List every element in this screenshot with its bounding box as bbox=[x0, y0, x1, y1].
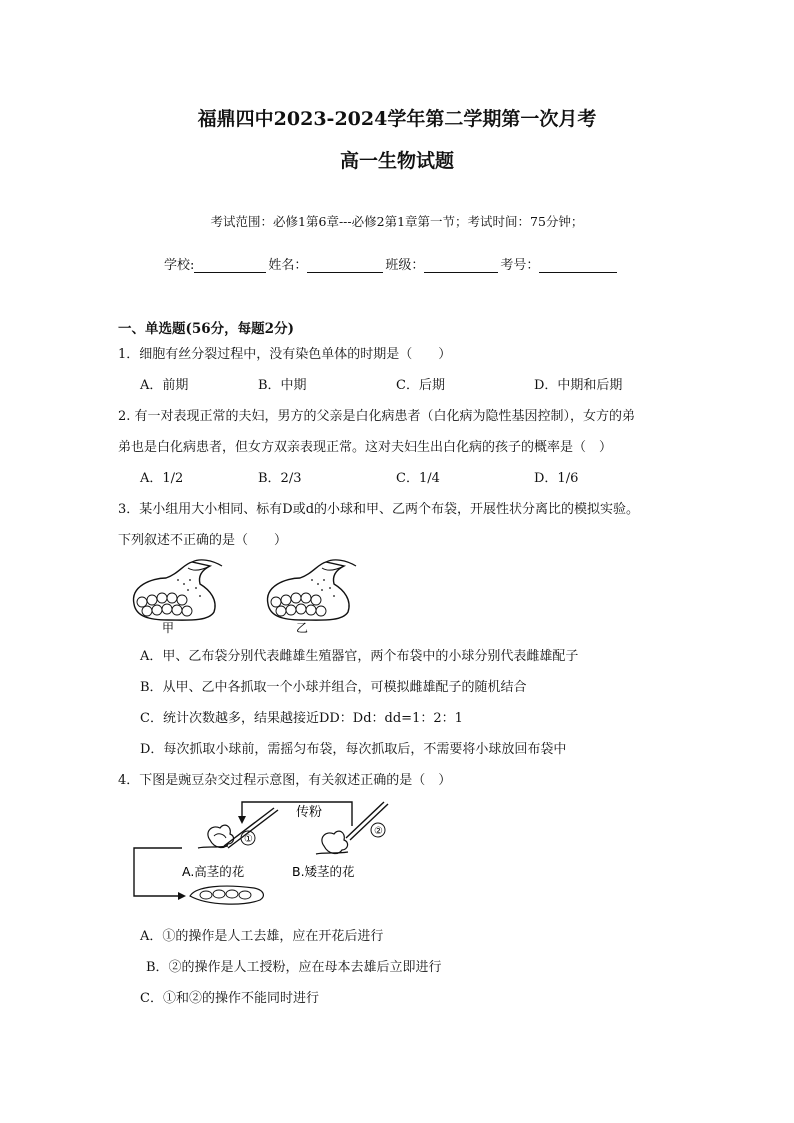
option-a: A．前期 bbox=[140, 378, 189, 393]
number-blank[interactable] bbox=[539, 258, 617, 273]
bag-yi-label: 乙 bbox=[296, 621, 309, 634]
option-d: D．1/6 bbox=[534, 471, 579, 486]
bag-jia-illustration bbox=[134, 560, 222, 634]
option-a: A．1/2 bbox=[140, 471, 184, 486]
section-heading: 一、单选题(56分，每题2分) bbox=[118, 321, 294, 337]
question-3-option-b: B．从甲、乙中各抓取一个小球并组合，可模拟雌雄配子的随机结合 bbox=[140, 680, 527, 695]
question-4-stem: 4．下图是豌豆杂交过程示意图，有关叙述正确的是（ ） bbox=[118, 773, 452, 788]
class-label: 班级： bbox=[385, 258, 425, 273]
exam-subtitle: 高一生物试题 bbox=[339, 150, 454, 172]
mark-1-label: ① bbox=[244, 834, 253, 845]
exam-title: 福鼎四中2023-2024学年第二学期第一次月考 bbox=[197, 108, 597, 130]
name-label: 姓名： bbox=[268, 258, 308, 273]
question-3-option-c: C．统计次数越多，结果越接近DD：Dd：dd=1：2：1 bbox=[140, 711, 463, 726]
school-blank[interactable] bbox=[194, 258, 266, 273]
exam-scope: 考试范围：必修1第6章---必修2第1章第一节；考试时间：75分钟； bbox=[210, 214, 584, 229]
option-c: C．1/4 bbox=[396, 471, 440, 486]
question-3-stem-line1: 3．某小组用大小相同、标有D或d的小球和甲、乙两个布袋，开展性状分离比的模拟实验。 bbox=[118, 502, 640, 517]
question-2-stem-line2: 弟也是白化病患者，但女方双亲表现正常。这对夫妇生出白化病的孩子的概率是（ ） bbox=[118, 440, 613, 455]
school-label: 学校: bbox=[164, 258, 195, 273]
question-4-option-c: C．①和②的操作不能同时进行 bbox=[140, 991, 319, 1006]
question-3-option-d: D．每次抓取小球前，需摇匀布袋，每次抓取后，不需要将小球放回布袋中 bbox=[140, 742, 567, 757]
option-b: B．中期 bbox=[258, 378, 307, 393]
flower-b-label: B.矮茎的花 bbox=[292, 864, 355, 879]
flower-a-label: A.高茎的花 bbox=[182, 864, 245, 879]
bag-yi-illustration bbox=[268, 560, 356, 634]
pollination-label: 传粉 bbox=[296, 805, 323, 820]
question-4-option-a: A．①的操作是人工去雄，应在开花后进行 bbox=[140, 929, 384, 944]
bag-jia-label: 甲 bbox=[162, 621, 175, 634]
question-2-stem-line1: 2. 有一对表现正常的夫妇，男方的父亲是白化病患者（白化病为隐性基因控制），女方的弟 bbox=[118, 409, 636, 424]
question-1-stem: 1．细胞有丝分裂过程中，没有染色单体的时期是（ ） bbox=[118, 347, 452, 362]
pea-cross-figure bbox=[124, 796, 400, 908]
number-label: 考号： bbox=[500, 258, 540, 273]
option-b: B．2/3 bbox=[258, 471, 302, 486]
result-arrow bbox=[134, 848, 182, 896]
question-3-stem-line2: 下列叙述不正确的是（ ） bbox=[118, 533, 288, 548]
question-3-option-a: A．甲、乙布袋分别代表雌雄生殖器官，两个布袋中的小球分别代表雌雄配子 bbox=[140, 649, 579, 664]
class-blank[interactable] bbox=[424, 258, 498, 273]
pea-pod-illustration bbox=[190, 886, 263, 904]
name-blank[interactable] bbox=[307, 258, 383, 273]
question-4-option-b: B．②的操作是人工授粉，应在母本去雄后立即进行 bbox=[146, 960, 442, 975]
bags-figure bbox=[126, 556, 366, 634]
mark-2-label: ② bbox=[374, 826, 383, 837]
student-info-fields bbox=[164, 254, 619, 273]
option-c: C．后期 bbox=[396, 378, 445, 393]
option-d: D．中期和后期 bbox=[534, 378, 623, 393]
tall-flower-illustration bbox=[182, 808, 278, 879]
